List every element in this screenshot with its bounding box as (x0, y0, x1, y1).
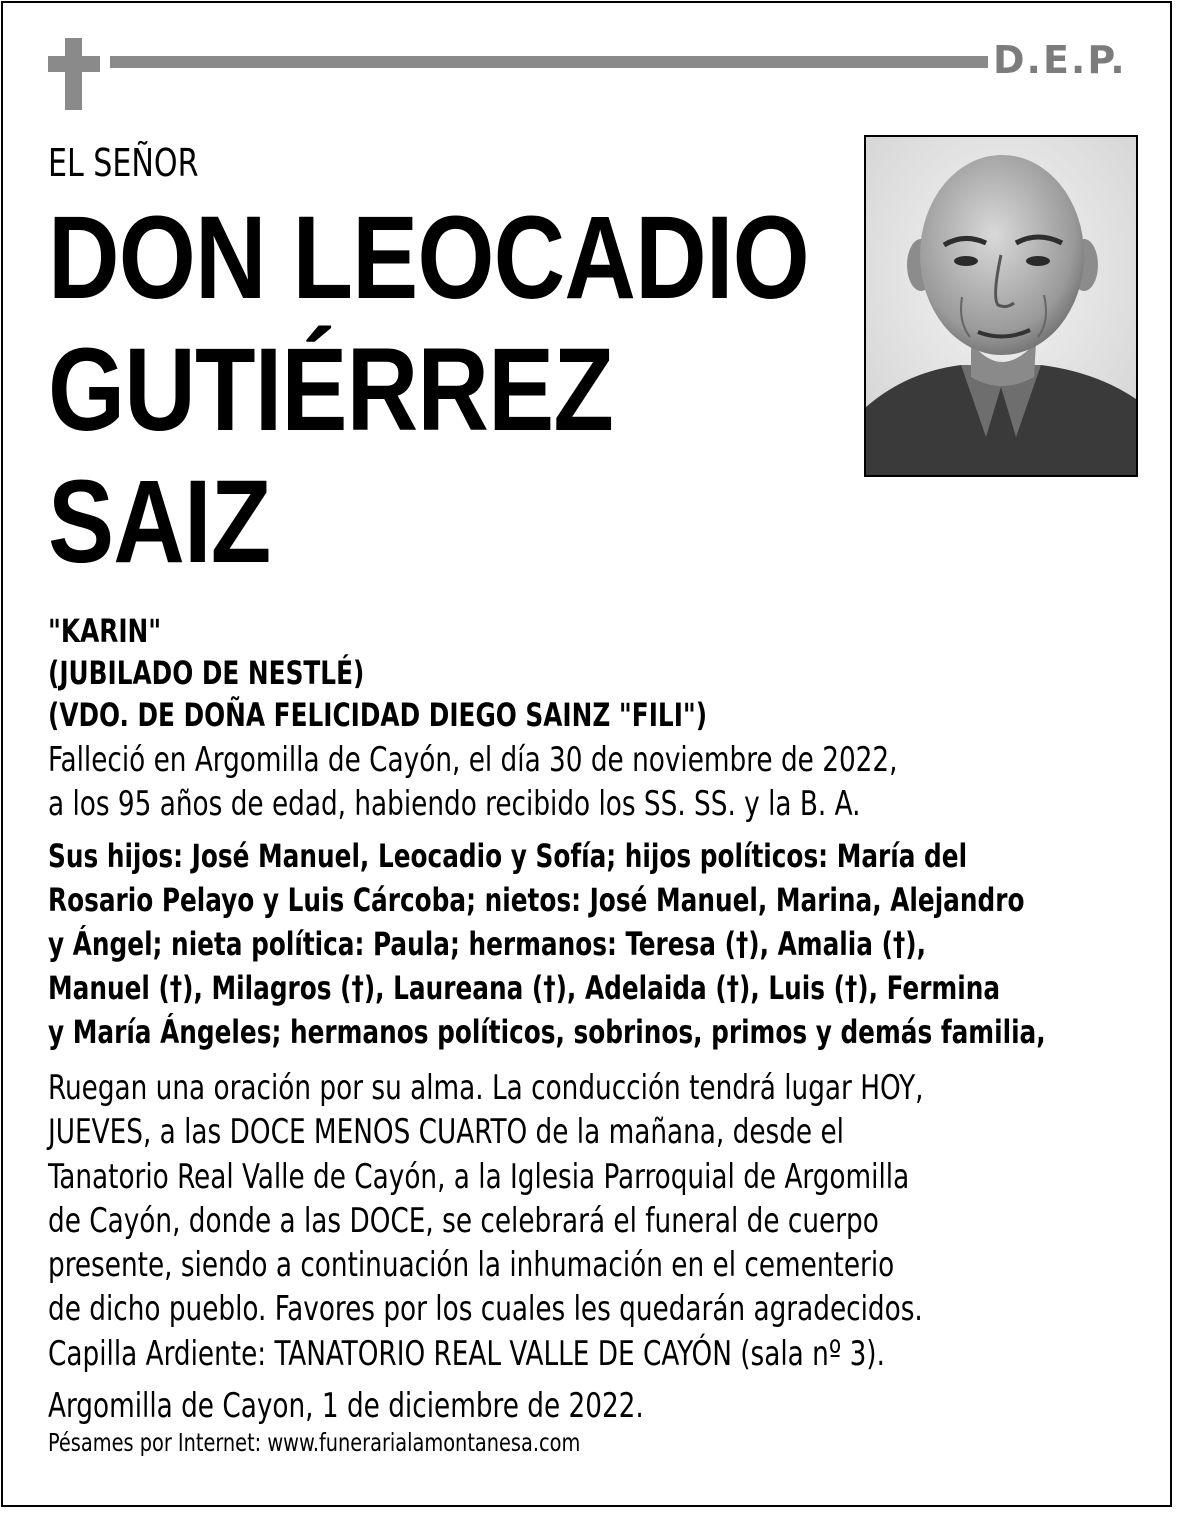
text-line: a los 95 años de edad, habiendo recibido los SS. SS. y la B. A. (48, 784, 861, 824)
profession: (JUBILADO DE NESTLÉ) (48, 654, 365, 692)
name-line: GUTIÉRREZ (48, 324, 614, 456)
text-line: Sus hijos: José Manuel, Leocadio y Sofía; hijos políticos: María del (48, 837, 968, 875)
name-line: DON LEOCADIO (48, 192, 809, 324)
cross-icon (48, 38, 100, 110)
service-details (48, 1066, 1123, 1376)
text-line: Capilla Ardiente: TANATORIO REAL VALLE DE CAYÓN (sala nº 3). (48, 1333, 885, 1374)
widower-of: (VDO. DE DOÑA FELICIDAD DIEGO SAINZ "FILI") (48, 696, 708, 734)
condolences-internet: Pésames por Internet: www.funerarialamontanesa.com (48, 1428, 581, 1457)
intro-label: EL SEÑOR (48, 141, 199, 185)
name-line: SAIZ (48, 456, 271, 588)
nickname: "KARIN" (48, 612, 162, 650)
portrait-photo (864, 135, 1138, 477)
text-line: Falleció en Argomilla de Cayón, el día 30 de noviembre de 2022, (48, 740, 898, 780)
family-list (48, 834, 1123, 1054)
portrait-photo-icon (866, 137, 1136, 475)
frame-gap (1, 1508, 1172, 1519)
deceased-name (48, 192, 809, 588)
text-line: y María Ángeles; hermanos políticos, sobrinos, primos y demás familia, (48, 1013, 1046, 1051)
text-line: Ruegan una oración por su alma. La conducción tendrá lugar HOY, (48, 1068, 924, 1108)
text-line: Manuel (†), Milagros (†), Laureana (†), Adelaida (†), Luis (†), Fermina (48, 969, 1001, 1007)
text-line: de dicho pueblo. Favores por los cuales les quedarán agradecidos. (48, 1289, 923, 1330)
text-line: Rosario Pelayo y Luis Cárcoba; nietos: José Manuel, Marina, Alejandro (48, 881, 1025, 919)
subtitles (48, 610, 707, 736)
header-rule (110, 56, 988, 68)
text-line: Tanatorio Real Valle de Cayón, a la Iglesia Parroquial de Argomilla (48, 1156, 910, 1197)
text-line: de Cayón, donde a las DOCE, se celebrará el funeral de cuerpo (48, 1200, 879, 1241)
place-date: Argomilla de Cayon, 1 de diciembre de 2022. (48, 1386, 644, 1426)
dep-label: D.E.P. (993, 38, 1127, 82)
text-line: y Ángel; nieta política: Paula; hermanos: Teresa (†), Amalia (†), (48, 925, 926, 963)
text-line: presente, siendo a continuación la inhumación en el cementerio (48, 1245, 895, 1286)
text-line: JUEVES, a las DOCE MENOS CUARTO de la mañana, desde el (48, 1112, 844, 1153)
death-notice (48, 738, 1123, 826)
